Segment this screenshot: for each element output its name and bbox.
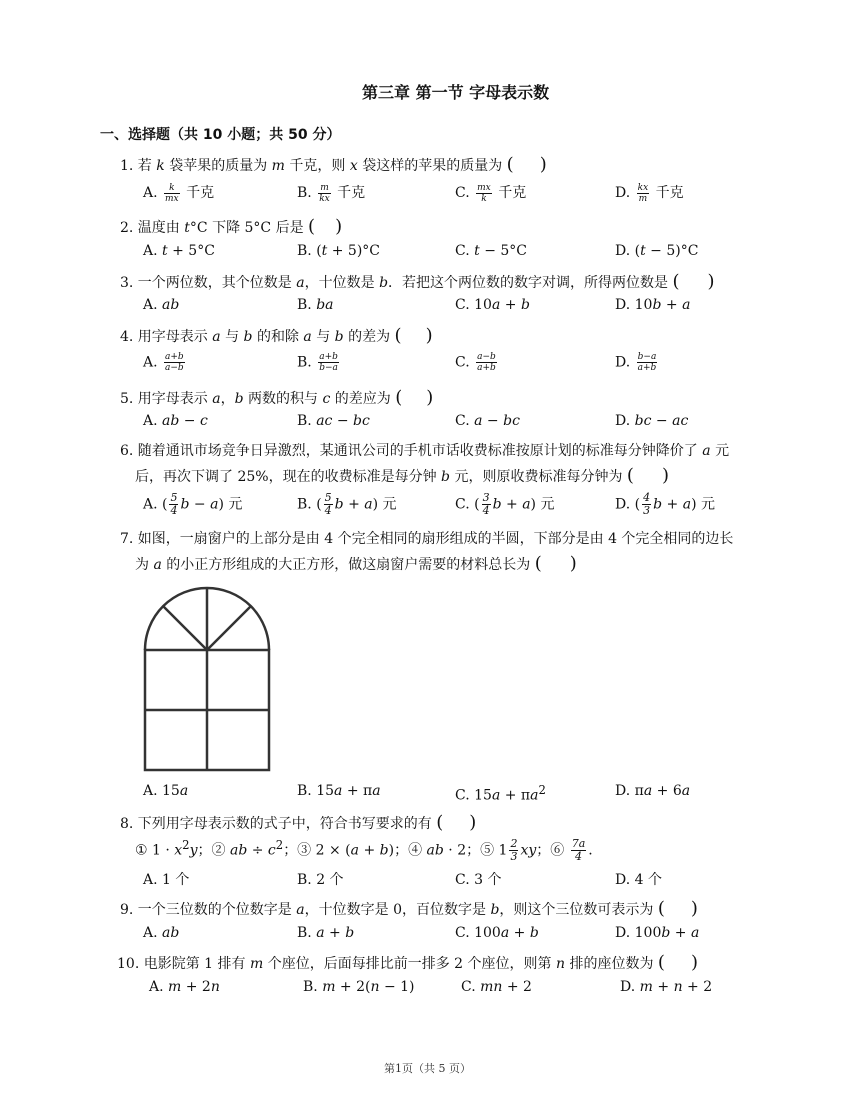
option-d[interactable]: D. $\frac{b-a}{a+b}$	[615, 352, 657, 373]
question-6	[120, 440, 729, 460]
option-c[interactable]: C. $\frac{a-b}{a+b}$	[455, 352, 496, 373]
question-stem: 2. 温度由 t°C 下降 5°C 后是	[120, 220, 304, 236]
question-5	[120, 387, 433, 408]
answer-paren-open: (	[657, 898, 665, 919]
question-4	[120, 325, 433, 346]
answer-paren-open: (	[672, 271, 680, 292]
answer-paren-open: (	[626, 465, 634, 486]
question-stem: 4. 用字母表示 a 与 b 的和除 a 与 b 的差为	[120, 329, 391, 345]
option-a[interactable]: A. $\frac{k}{mx}$ 千克	[143, 182, 215, 204]
question-8-expressions: ① $1 \cdot x^2y$；② ab ÷ $c^2$；③ 2 × (a + b)；④ ab · 2；⑤ 1 $\frac{2}{3}$ xy；⑥ $\frac{7a}{4}$ .	[135, 837, 593, 864]
option-a[interactable]: A. ab − c	[143, 413, 208, 429]
answer-paren-close: )	[661, 465, 669, 486]
option-a[interactable]: A. m + 2n	[149, 979, 220, 995]
option-a[interactable]: A. ab	[143, 297, 180, 313]
option-d[interactable]: D. $\frac{kx}{m}$ 千克	[615, 182, 684, 204]
question-8	[120, 812, 476, 833]
option-a[interactable]: A. t + 5°C	[143, 243, 215, 259]
question-7-line-2	[135, 553, 577, 574]
answer-paren-open: (	[394, 325, 402, 346]
question-7	[120, 528, 733, 548]
page-title: 第三章 第一节 字母表示数	[362, 83, 550, 102]
arch-spoke-right	[207, 606, 251, 650]
question-2	[120, 216, 342, 237]
question-9	[120, 898, 698, 919]
option-c[interactable]: C. $15a + \pi a^2$	[455, 783, 546, 804]
option-a[interactable]: A. 1 个	[143, 872, 190, 888]
question-stem: 5. 用字母表示 a，b 两数的积与 c 的差应为	[120, 391, 391, 407]
answer-paren-open: (	[506, 154, 514, 175]
option-b[interactable]: B. 15a + πa	[297, 783, 381, 799]
arch-spoke-left	[163, 606, 207, 650]
option-c[interactable]: C. mn + 2	[461, 979, 532, 995]
option-a[interactable]: A. ( $\frac{5}{4}$ b − a) 元	[143, 491, 243, 517]
option-b[interactable]: B. 2 个	[297, 872, 344, 888]
answer-paren-close: )	[569, 553, 577, 574]
answer-paren-close: )	[690, 898, 698, 919]
option-d[interactable]: D. (t − 5)°C	[615, 243, 699, 259]
answer-paren-open: (	[534, 553, 542, 574]
question-stem: 8. 下列用字母表示数的式子中，符合书写要求的有	[120, 816, 432, 832]
question-stem: 后，再次下调了 25%，现在的收费标准是每分钟 b 元，则原收费标准每分钟为	[135, 469, 623, 485]
question-stem: 1. 若 k 袋苹果的质量为 m 千克，则 x 袋这样的苹果的质量为	[120, 158, 503, 174]
option-d[interactable]: D. πa + 6a	[615, 783, 691, 799]
answer-paren-close: )	[690, 952, 698, 973]
answer-paren-close: )	[539, 154, 547, 175]
option-a[interactable]: A. $\frac{a+b}{a-b}$	[143, 352, 184, 373]
option-c[interactable]: C. 100a + b	[455, 925, 539, 941]
option-b[interactable]: B. m + 2(n − 1)	[303, 979, 415, 995]
option-d[interactable]: D. ( $\frac{4}{3}$ b + a) 元	[615, 491, 715, 517]
option-b[interactable]: B. $\frac{a+b}{b-a}$	[297, 352, 338, 373]
option-d[interactable]: D. m + n + 2	[620, 979, 713, 995]
option-c[interactable]: C. 3 个	[455, 872, 502, 888]
question-stem: 10. 电影院第 1 排有 m 个座位，后面每排比前一排多 2 个座位，则第 n 排的座位数为	[117, 956, 654, 972]
answer-paren-close: )	[426, 387, 434, 408]
question-10	[117, 952, 698, 973]
page-footer: 第1页（共 5 页）	[384, 1062, 471, 1075]
option-d[interactable]: D. bc − ac	[615, 413, 689, 429]
question-stem: 为 a 的小正方形组成的大正方形，做这扇窗户需要的材料总长为	[135, 557, 531, 573]
answer-paren-close: )	[469, 812, 477, 833]
answer-paren-close: )	[707, 271, 715, 292]
option-c[interactable]: C. $\frac{mx}{k}$ 千克	[455, 182, 527, 204]
option-b[interactable]: B. (t + 5)°C	[297, 243, 381, 259]
answer-paren-open: (	[436, 812, 444, 833]
option-b[interactable]: B. a + b	[297, 925, 355, 941]
option-b[interactable]: B. ( $\frac{5}{4}$ b + a) 元	[297, 491, 397, 517]
answer-paren-open: (	[308, 216, 316, 237]
option-b[interactable]: B. $\frac{m}{kx}$ 千克	[297, 182, 366, 204]
option-b[interactable]: B. ac − bc	[297, 413, 370, 429]
answer-paren-open: (	[657, 952, 665, 973]
question-3	[120, 271, 715, 292]
option-a[interactable]: A. 15a	[143, 783, 189, 799]
option-d[interactable]: D. 10b + a	[615, 297, 691, 313]
question-stem: 6. 随着通讯市场竞争日异激烈，某通讯公司的手机市话收费标准按原计划的标准每分钟降价了 a 元	[120, 443, 730, 459]
option-c[interactable]: C. 10a + b	[455, 297, 530, 313]
question-stem: 7. 如图，一扇窗户的上部分是由 4 个完全相同的扇形组成的半圆，下部分是由 4 个完全相同的边长	[120, 531, 734, 547]
option-d[interactable]: D. 100b + a	[615, 925, 700, 941]
option-c[interactable]: C. ( $\frac{3}{4}$ b + a) 元	[455, 491, 555, 517]
answer-paren-close: )	[335, 216, 343, 237]
question-6-line-2	[135, 465, 669, 486]
answer-paren-open: (	[395, 387, 403, 408]
option-b[interactable]: B. ba	[297, 297, 334, 313]
section-heading: 一、选择题（共 10 小题；共 50 分）	[100, 127, 341, 143]
question-1	[120, 154, 547, 175]
option-a[interactable]: A. ab	[143, 925, 180, 941]
option-c[interactable]: C. t − 5°C	[455, 243, 528, 259]
option-c[interactable]: C. a − bc	[455, 413, 520, 429]
window-figure	[140, 584, 274, 774]
question-stem: 9. 一个三位数的个位数字是 a，十位数字是 0，百位数字是 b，则这个三位数可表示为	[120, 902, 654, 918]
answer-paren-close: )	[425, 325, 433, 346]
option-d[interactable]: D. 4 个	[615, 872, 662, 888]
question-stem: 3. 一个两位数，其个位数是 a，十位数是 b．若把这个两位数的数字对调，所得两位数是	[120, 275, 669, 291]
